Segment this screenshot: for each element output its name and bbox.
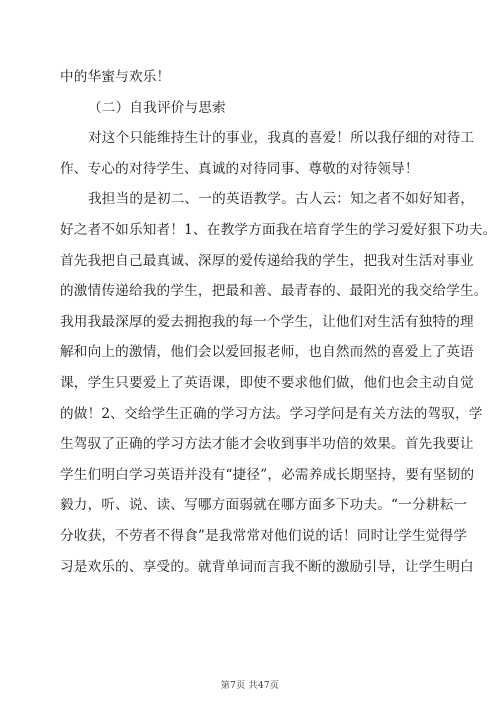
- text-line: 我用我最深厚的爱去拥抱我的每一个学生，让他们对生活有独特的理: [60, 313, 474, 330]
- text-line: 好之者不如乐知者！1、在教学方面我在培育学生的学习爱好狠下功夫。: [60, 221, 497, 238]
- text-line: 学生们明白学习英语并没有“捷径”，必需养成长期坚持，要有坚韧的: [60, 466, 475, 483]
- text-line: 解和向上的激情，他们会以爱回报老师，也自然而然的喜爱上了英语: [60, 344, 474, 361]
- text-line: 习是欢乐的、享受的。就背单词而言我不断的激励引导，让学生明白: [60, 558, 474, 575]
- text-line: 毅力，听、说、读、写哪方面弱就在哪方面多下功夫。“一分耕耘一: [60, 497, 468, 514]
- text-line: 的激情传递给我的学生，把最和善、最青春的、最阳光的我交给学生。: [60, 283, 488, 300]
- page-footer: [0, 678, 500, 691]
- text-line: 对这个只能维持生计的事业，我真的喜爱！所以我仔细的对待工: [88, 130, 475, 147]
- page-number: 第7页 共47页: [220, 681, 280, 691]
- text-line: 首先我把自己最真诚、深厚的爱传递给我的学生，把我对生活对事业: [60, 252, 474, 269]
- text-line: 生驾驭了正确的学习方法才能才会收到事半功倍的效果。首先我要让: [60, 436, 474, 453]
- text-line: 作、专心的对待学生、真诚的对待同事、尊敬的对待领导！: [60, 160, 419, 177]
- text-line: 中的华蜜与欢乐！: [60, 69, 171, 85]
- text-line: 课，学生只要爱上了英语课，即使不要求他们做，他们也会主动自觉: [60, 374, 474, 391]
- body-text: [60, 62, 497, 582]
- text-line: 的做！2、交给学生正确的学习方法。学习学问是有关方法的驾驭，学: [60, 405, 483, 422]
- text-line: 分收获，不劳者不得食”是我常常对他们说的话！同时让学生觉得学: [60, 527, 468, 544]
- section-heading: （二）自我评价与思索: [88, 99, 226, 116]
- text-line: 我担当的是初二、一的英语教学。古人云：知之者不如好知者，: [88, 191, 475, 208]
